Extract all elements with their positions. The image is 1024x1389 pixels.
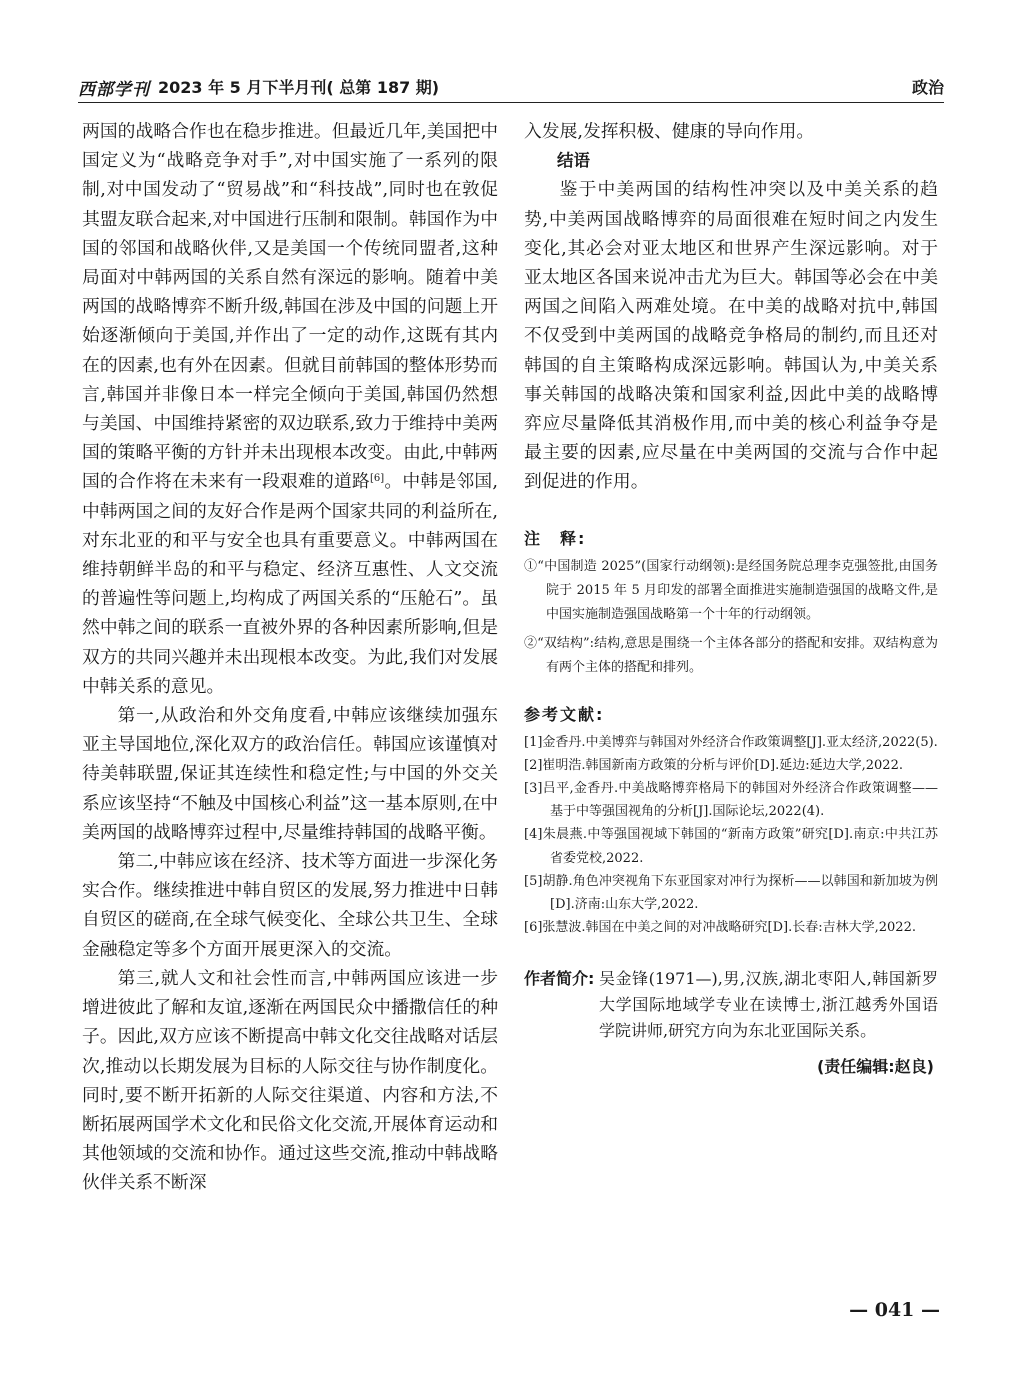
body-paragraph: [82, 117, 498, 701]
reference-item: [6]张慧波.韩国在中美之间的对冲战略研究[D].长春:吉林大学,2022.: [524, 920, 916, 936]
paragraph-text-continued: 。中韩是邻国,中韩两国之间的友好合作是两个国家共同的利益所在,对东北亚的和平与安全也具有重要意义。中韩两国在维持朝鲜半岛的和平与稳定、经济互惠性、人文交流的普遍性等问题上,均构成了两国关系的“压舱石”。虽然中韩之间的联系一直被外界的各种因素所影响,但是双方的共同兴趣并未出现根本改变。为此,我们对发展中韩关系的意见。: [82, 471, 498, 697]
reference-item: [4]朱晨燕.中等强国视域下韩国的“新南方政策”研究[D].南京:中共江苏省委党校,2022.: [524, 827, 938, 866]
body-paragraph: 第二,中韩应该在经济、技术等方面进一步深化务实合作。继续推进中韩自贸区的发展,努力推进中日韩自贸区的磋商,在全球气候变化、全球公共卫生、全球金融稳定等多个方面开展更深入的交流。: [82, 851, 498, 960]
reference-item: [3]吕平,金香丹.中美战略博弈格局下的韩国对外经济合作政策调整——基于中等强国视角的分析[J].国际论坛,2022(4).: [524, 781, 938, 820]
page-number: — 041 —: [849, 1299, 940, 1321]
author-bio: [524, 966, 938, 1044]
note-item: ②“双结构”:结构,意思是围绕一个主体各部分的搭配和安排。双结构意为有两个主体的搭配和排列。: [524, 635, 938, 676]
reference-item: [5]胡静.角色冲突视角下东亚国家对冲行为探析——以韩国和新加坡为例[D].济南:山东大学,2022.: [524, 873, 938, 913]
reference-item: [2]崔明浩.韩国新南方政策的分析与评价[D].延边:延边大学,2022.: [524, 757, 903, 773]
section-name: 政治: [911, 78, 944, 97]
notes-section: [524, 527, 938, 681]
note-item: ①“中国制造 2025”(国家行动纲领):是经国务院总理李克强签批,由国务院于 2015 年 5 月印发的部署全面推进实施制造强国的战略文件,是中国实施制造强国战略第一个十年的行动纲领。: [524, 558, 938, 623]
reference-item: [1]金香丹.中美博弈与韩国对外经济合作政策调整[J].亚太经济,2022(5).: [524, 734, 938, 750]
notes-title: 注 释:: [524, 528, 587, 548]
issue-info: 2023 年 5 月下半月刊( 总第 187 期): [158, 78, 440, 97]
citation-mark: [6]: [369, 473, 385, 485]
conclusion-heading: 结语: [557, 151, 590, 171]
author-bio-text: 吴金锋(1971—),男,汉族,湖北枣阳人,韩国新罗大学国际地域学专业在读博士,浙江越秀外国语学院讲师,研究方向为东北亚国际关系。: [599, 968, 938, 1040]
paragraph-text: 两国的战略合作也在稳步推进。但最近几年,美国把中国定义为“战略竞争对手”,对中国实施了一系列的限制,对中国发动了“贸易战”和“科技战”,同时也在敦促其盟友联合起来,对中国进行压制和限制。韩国作为中国的邻国和战略伙伴,又是美国一个传统同盟者,这种局面对中韩两国的关系自然有深远的影响。随着中美两国的战略博弈不断升级,韩国在涉及中国的问题上开始逐渐倾向于美国,并作出了一定的动作,这既有其内在的因素,也有外在因素。但就目前韩国的整体形势而言,韩国并非像日本一样完全倾向于美国,韩国仍然想与美国、中国维持紧密的双边联系,致力于维持中美两国的策略平衡的方针并未出现根本改变。由此,中韩两国的合作将在未来有一段艰难的道路: [82, 121, 498, 493]
body-paragraph: 第一,从政治和外交角度看,中韩应该继续加强东亚主导国地位,深化双方的政治信任。韩国应该谨慎对待美韩联盟,保证其连续性和稳定性;与中国的外交关系应该坚持“不触及中国核心利益”这一基本原则,在中美两国的战略博弈过程中,尽量维持韩国的战略平衡。: [82, 705, 498, 843]
references-section: [524, 703, 938, 940]
author-bio-label: 作者简介:: [524, 968, 595, 988]
conclusion-paragraph: 鉴于中美两国的结构性冲突以及中美关系的趋势,中美两国战略博弈的局面很难在短时间之内发生变化,其必会对亚太地区和世界产生深远影响。对于亚太地区各国来说冲击尤为巨大。韩国等必会在中美两国之间陷入两难处境。在中美的战略对抗中,韩国不仅受到中美两国的战略竞争格局的制约,而且还对韩国的自主策略构成深远影响。韩国认为,中美关系事关韩国的战略决策和国家利益,因此中美的战略博弈应尽量降低其消极作用,而中美的核心利益争夺是最主要的因素,应尽量在中美两国的交流与合作中起到促进的作用。: [524, 179, 938, 493]
responsible-editor: (责任编辑:赵良): [816, 1056, 934, 1076]
body-paragraph: 第三,就人文和社会性而言,中韩两国应该进一步增进彼此了解和友谊,逐渐在两国民众中播撒信任的种子。因此,双方应该不断提高中韩文化交往战略对话层次,推动以长期发展为目标的人际交往与协作制度化。同时,要不断开拓新的人际交往渠道、内容和方法,不断拓展两国学术文化和民俗文化交流,开展体育运动和其他领域的交流和协作。通过这些交流,推动中韩战略伙伴关系不断深: [82, 967, 498, 1194]
left-column: [82, 117, 498, 1198]
body-paragraph: 入发展,发挥积极、健康的导向作用。: [524, 121, 815, 142]
right-column: [524, 117, 938, 1081]
running-header: [78, 72, 944, 103]
references-title: 参考文献:: [524, 704, 605, 724]
journal-name: 西部学刊: [78, 80, 150, 100]
